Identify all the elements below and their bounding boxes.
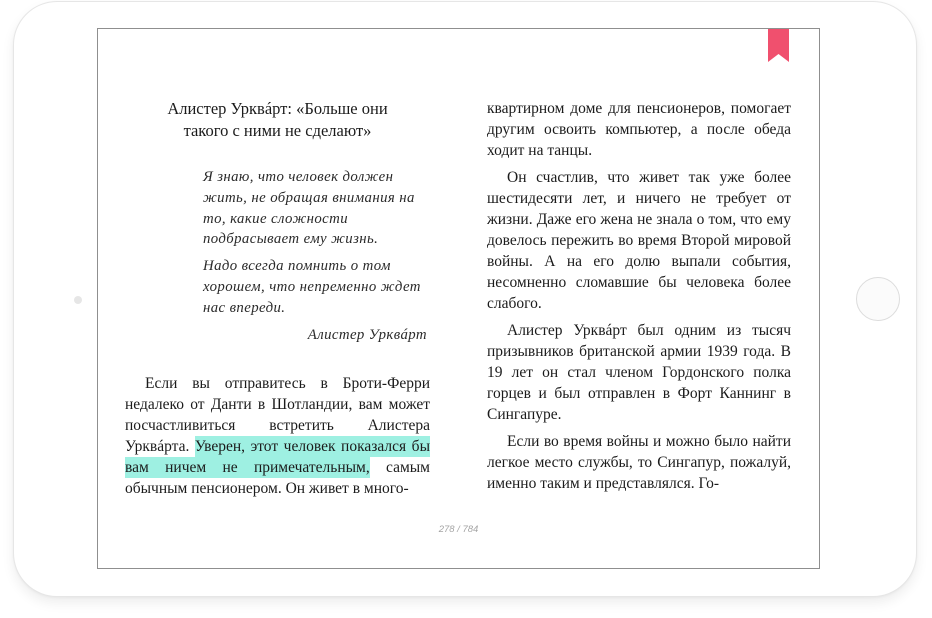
home-button[interactable]	[856, 277, 900, 321]
epigraph-line: Я знаю, что человек должен жить, не обращая внимания на то, какие сложности подбрасывает ему жизнь.	[203, 169, 415, 248]
body-paragraph[interactable]	[125, 373, 430, 499]
epigraph	[203, 167, 430, 345]
chapter-title: Алистер Урквáрт: «Больше они такого с ними не сделают»	[167, 99, 388, 140]
body-paragraph[interactable]: Он счастлив, что живет так уже более шестидесяти лет, и ничего не требует от жизни. Даже его жена не знала о том, что ему довелось пережить во время Второй мировой войны. А на его долю выпали события, несомненно сломавшие бы человека более слабого.	[487, 169, 791, 312]
left-page-column	[125, 98, 430, 499]
body-paragraph[interactable]: квартирном доме для пенсионеров, помогает другим освоить компьютер, а после обеда ходит на танцы.	[487, 100, 791, 159]
text-highlight[interactable]: Уверен, этот человек показался бы вам ничем не примечательным,	[125, 438, 430, 477]
epigraph-author: Алистер Урквáрт	[307, 326, 427, 343]
paragraph-text: самым обычным пенсионером. Он живет в много-	[125, 459, 430, 498]
body-paragraph[interactable]: Если во время войны и можно было найти легкое место службы, то Сингапур, пожалуй, именно таким и представлялся. Го-	[487, 433, 791, 492]
front-camera	[74, 296, 82, 304]
body-paragraph[interactable]: Алистер Урквáрт был одним из тысяч призывников британской армии 1939 года. В 19 лет он стал членом Гордонского полка горцев и был отправлен в Форт Каннинг в Сингапуре.	[487, 322, 791, 423]
page-number: 278 / 784	[438, 524, 479, 535]
reader-screen	[97, 28, 820, 569]
paragraph-text: Если вы отправитесь в Броти-Ферри недалеко от Данти в Шотландии, вам может посчастливиться встретить Алистера Урквáрта.	[125, 375, 430, 456]
bookmark-icon[interactable]	[768, 29, 789, 62]
epigraph-line: Надо всегда помнить о том хорошем, что непременно ждет нас впереди.	[203, 258, 421, 316]
right-page-column	[487, 98, 791, 494]
